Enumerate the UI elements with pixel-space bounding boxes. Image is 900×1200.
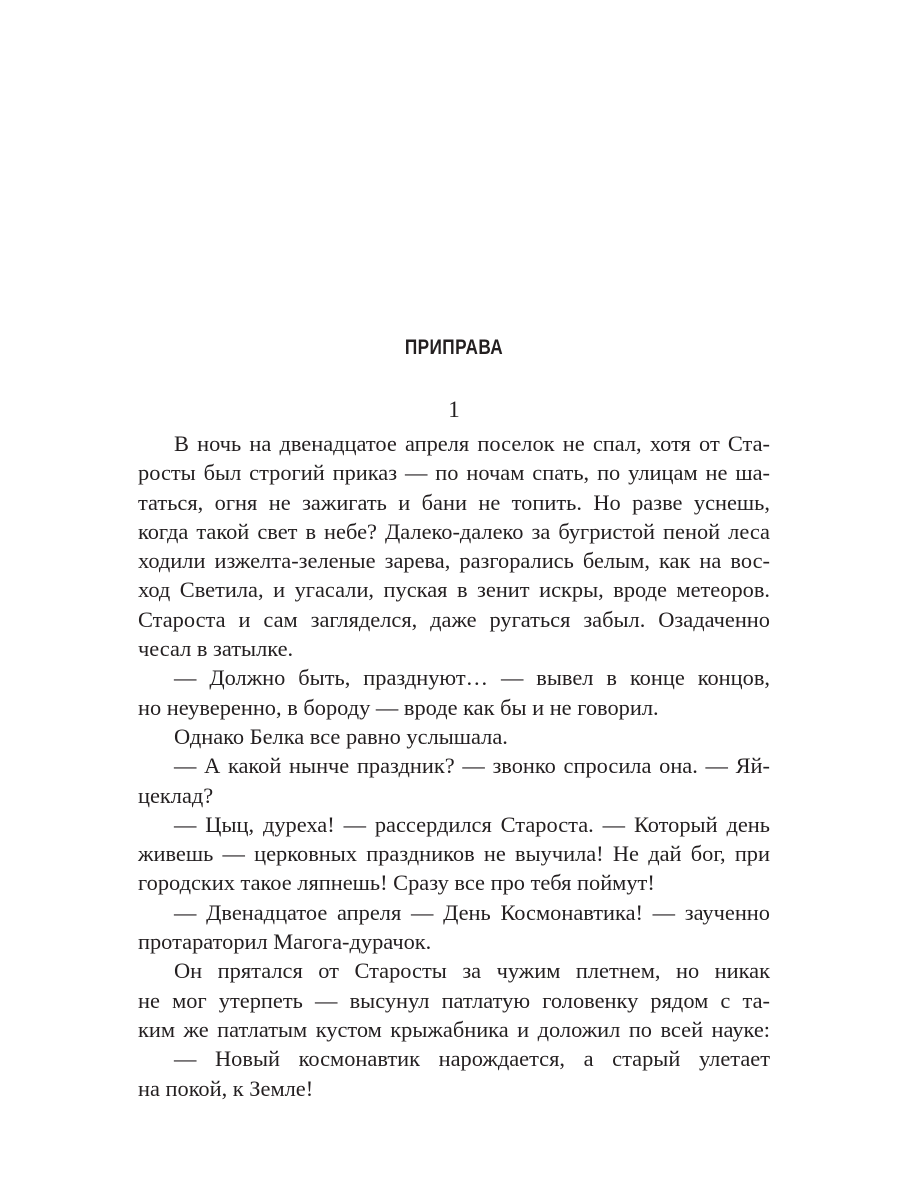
section-number: 1 <box>448 397 460 422</box>
text-line: городских такое ляпнешь! Сразу все про тебя поймут! <box>138 870 655 896</box>
text-line: таться, огня не зажигать и бани не топить. Но разве уснешь, <box>138 489 770 515</box>
text-line: Староста и сам загляделся, даже ругаться забыл. Озадаченно <box>138 606 770 632</box>
text-line: живешь — церковных праздников не выучила! Не дай бог, при <box>138 841 770 867</box>
text-line: Однако Белка все равно услышала. <box>174 723 508 749</box>
text-line: чесал в затылке. <box>138 636 294 662</box>
text-line: — Новый космонавтик нарождается, а старый улетает <box>174 1046 770 1072</box>
text-line: — А какой нынче праздник? — звонко спросила она. — Яй- <box>174 753 770 779</box>
body-text <box>138 429 770 1103</box>
text-line: ход Светила, и угасали, пуская в зенит искры, вроде метеоров. <box>138 577 770 603</box>
text-line: не мог утерпеть — высунул патлатую головенку рядом с та- <box>138 987 770 1013</box>
text-line: протараторил Магога-дурачок. <box>138 929 432 955</box>
text-line: — Цыц, дуреха! — рассердился Староста. — Который день <box>174 811 770 837</box>
text-line: росты был строгий приказ — по ночам спать, по улицам не ша- <box>138 460 770 486</box>
text-line: цеклад? <box>138 782 214 808</box>
text-line: — Двенадцатое апреля — День Космонавтика! — заученно <box>174 899 770 925</box>
text-line: но неуверенно, в бороду — вроде как бы и не говорил. <box>138 694 659 720</box>
text-line: Он прятался от Старосты за чужим плетнем, но никак <box>174 958 770 984</box>
text-line: на покой, к Земле! <box>138 1075 314 1101</box>
text-line: ходили изжелта-зеленые зарева, разгорались белым, как на вос- <box>138 548 770 574</box>
text-line: ким же патлатым кустом крыжабника и доложил по всей науке: <box>138 1016 770 1042</box>
text-line: когда такой свет в небе? Далеко-далеко за бугристой пеной леса <box>138 518 770 544</box>
chapter-title: ПРИПРАВА <box>404 336 504 359</box>
text-line: В ночь на двенадцатое апреля поселок не спал, хотя от Ста- <box>174 431 770 456</box>
text-line: — Должно быть, празднуют… — вывел в конце концов, <box>174 665 770 691</box>
